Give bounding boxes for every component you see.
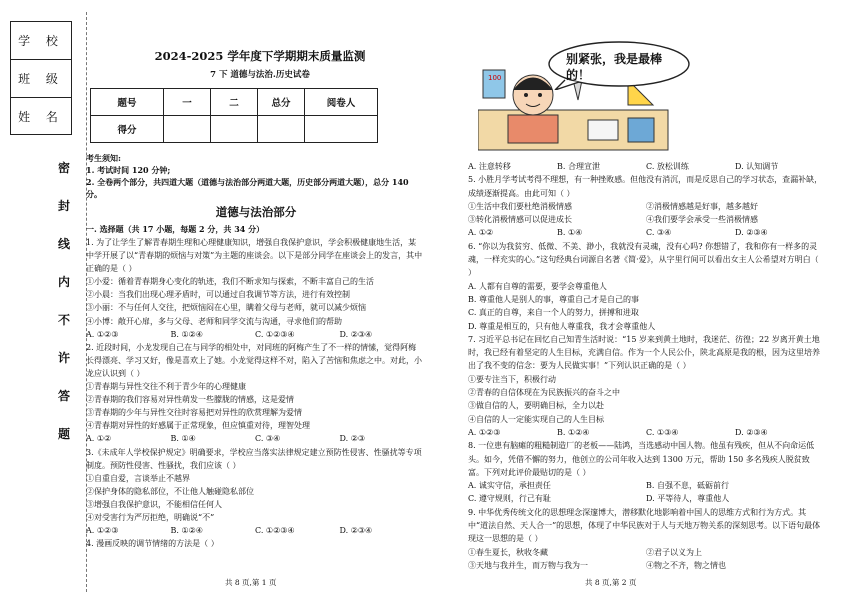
seal-char: 密 bbox=[58, 161, 71, 175]
question-items bbox=[468, 559, 824, 572]
question-item: ④我们要学会承受一些消极情感 bbox=[646, 215, 758, 225]
page-footer-left: 共 8 页,第 1 页 bbox=[225, 578, 277, 587]
answer-option[interactable]: B. 自强不息，砥砺前行 bbox=[646, 481, 729, 491]
seal-char: 不 bbox=[58, 313, 71, 327]
answer-option[interactable]: A. ①②③ bbox=[86, 329, 119, 339]
seal-char: 答 bbox=[58, 389, 71, 403]
page-footer-right: 共 8 页,第 2 页 bbox=[585, 578, 637, 587]
answer-option[interactable]: C. 遵守规则，行己有耻 bbox=[468, 494, 551, 504]
score-input-cell[interactable] bbox=[258, 116, 305, 143]
question-stem: 2. 近段时间，小龙发现自己在与同学的相处中，对同班的阿梅产生了不一样的情愫，觉得阿梅长得漂亮、学习又好，像是喜欢上了她。小龙觉得这样不对，陷入了苦恼和焦虑之中。对此，小龙应认识到（ ） bbox=[86, 342, 422, 378]
answer-options bbox=[468, 426, 824, 439]
answer-option[interactable]: A. ①②③ bbox=[468, 427, 501, 437]
question-item: ③做自信的人，要明确目标，全力以赴 bbox=[468, 401, 604, 411]
answer-option[interactable]: C. 放松训练 bbox=[646, 162, 689, 171]
question-item: ③增强自我保护意识，不能相信任何人 bbox=[86, 499, 222, 509]
question-item: ②消极情感越是好事，越多越好 bbox=[646, 201, 758, 211]
question-item: ②小晨：当我们出现心理矛盾时，可以通过自我调节等方法，进行有效控制 bbox=[86, 290, 350, 300]
question-item: ②君子以义为上 bbox=[646, 547, 702, 557]
answer-option[interactable]: D. 平等待人，尊重他人 bbox=[646, 494, 730, 504]
score-input-cell[interactable] bbox=[305, 116, 378, 143]
score-cell: 一 bbox=[164, 89, 211, 116]
notes-heading: 考生须知: bbox=[86, 153, 121, 163]
student-info-box bbox=[10, 21, 72, 135]
exam-title: 2024-2025 学年度下学期期末质量监测 bbox=[154, 49, 366, 63]
question-item: ①自重自爱，言谈举止不越界 bbox=[86, 473, 190, 483]
answer-option[interactable]: B. ①④ bbox=[170, 434, 196, 444]
question-item: ①生活中我们要杜绝消极情感 bbox=[468, 201, 572, 211]
question-stem: 6. “你以为我贫穷、低微、不美、渺小，我就没有灵魂，没有心吗? 你想错了，我和你有一样多的灵魂，一样充实的心。”这句经典台词源自名著《简·爱》，从字里行间可以看出女主人公希望对方明白（ ） bbox=[468, 241, 819, 278]
answer-option[interactable]: D. ②③④ bbox=[735, 427, 768, 437]
question-item: ③小丽：不与任何人交往，把烦恼闷在心里，瞒着父母与老师，就可以减少烦恼 bbox=[86, 303, 366, 313]
answer-option[interactable]: A. ①② bbox=[468, 228, 494, 238]
answer-option[interactable]: D. ②③ bbox=[339, 434, 366, 444]
question-stem: 9. 中华优秀传统文化的思想理念深邃博大，潜移默化地影响着中国人的思维方式和行为方式。其中“道法自然、天人合一”的思想，体现了中华民族对于人与天地万物关系的深刻思考。以下语句最体现这一思想的是（ ） bbox=[468, 507, 821, 544]
question-stem: 7. 习近平总书记在回忆自己知青生活时说：“15 岁来到黄土地时，我迷茫、彷徨；22 岁离开黄土地时，我已经有着坚定的人生目标，充满自信。作为一个人民公仆，陕北高原是我的根，因为这里培养出了我不变的信念：要为人民做实事！”下列认识正确的是（ ） bbox=[468, 334, 820, 371]
part-title: 道德与法治部分 bbox=[215, 205, 297, 219]
score-input-cell[interactable] bbox=[164, 116, 211, 143]
answer-option[interactable]: A. 注意转移 bbox=[468, 162, 511, 171]
question-stem: 5. 小胜月学考试考得不理想，有一种挫败感。但他没有消沉，而是反思自己的学习状态，查漏补缺，成绩逐渐提高。由此可知（ ） bbox=[468, 175, 823, 198]
seal-warning bbox=[58, 160, 74, 464]
score-cell: 阅卷人 bbox=[305, 89, 378, 116]
svg-text:100: 100 bbox=[488, 74, 502, 82]
question-item: ④小博：敞开心扉，多与父母、老师和同学交流与沟通，寻求他们的帮助 bbox=[86, 316, 342, 326]
score-cell: 二 bbox=[211, 89, 258, 116]
question-items bbox=[468, 546, 824, 559]
score-table-header-row bbox=[91, 89, 378, 116]
question-stem: 4. 漫画反映的调节情绪的方法是（ ） bbox=[86, 539, 219, 549]
score-cell: 总分 bbox=[258, 89, 305, 116]
question-item: ③天地与我并生，而万物与我为一 bbox=[468, 560, 588, 570]
answer-options bbox=[468, 479, 824, 492]
seal-char: 封 bbox=[58, 199, 71, 213]
notes-item: 2. 全卷两个部分，共四道大题（道德与法治部分两道大题，历史部分两道大题），总分 140 分。 bbox=[86, 177, 409, 199]
question-item: ④自信的人一定能实现自己的人生目标 bbox=[468, 414, 604, 424]
question-stem: 1. 为了让学生了解青春期生理和心理健康知识，增强自我保护意识，学会积极健康地生活，某中学开展了以“青春期的烦恼与对策”为主题的座谈会。以下是部分同学在座谈会上的发言，其中正确的是（ ） bbox=[86, 238, 423, 274]
seal-char: 题 bbox=[58, 427, 71, 441]
answer-option[interactable]: C. ①②③④ bbox=[255, 526, 295, 536]
score-table-score-row bbox=[91, 116, 378, 143]
answer-option[interactable]: C. 真正的自尊，来自一个人的努力，拼搏和进取 bbox=[468, 308, 639, 318]
answer-options bbox=[468, 492, 824, 505]
right-question-column bbox=[468, 160, 824, 572]
name-field[interactable]: 姓 名 bbox=[18, 110, 64, 124]
question-items bbox=[468, 200, 824, 213]
answer-option[interactable]: D. 尊重是相互的，只有他人尊重我，我才会尊重他人 bbox=[468, 321, 656, 331]
question-item: ①小爱：循着青春期身心变化的轨迹，我们不断求知与探索，不断丰富自己的生活 bbox=[86, 277, 374, 287]
answer-option[interactable]: D. ②③④ bbox=[339, 526, 373, 536]
answer-options bbox=[86, 432, 424, 445]
answer-option[interactable]: A. ①② bbox=[86, 434, 112, 444]
answer-options bbox=[86, 524, 424, 537]
answer-option[interactable]: A. 诚实守信，承担责任 bbox=[468, 481, 551, 491]
answer-option[interactable]: A. ①②③ bbox=[86, 526, 119, 536]
seal-char: 线 bbox=[58, 237, 71, 251]
answer-option[interactable]: D. ②③④ bbox=[735, 228, 768, 238]
seal-char: 许 bbox=[58, 351, 71, 365]
answer-option[interactable]: B. ①②④ bbox=[170, 526, 203, 536]
question-item: ③转化消极情感可以促进成长 bbox=[468, 215, 572, 225]
question-item: ①要专注当下，积极行动 bbox=[468, 374, 556, 384]
score-cell: 得分 bbox=[91, 116, 164, 143]
seal-char: 内 bbox=[58, 275, 71, 289]
question-item: ④物之不齐，物之情也 bbox=[646, 560, 726, 570]
question-item: ④青春期对异性的好感属于正常现象，但应慎重对待，理智处理 bbox=[86, 421, 310, 431]
answer-option[interactable]: C. ①③④ bbox=[646, 427, 679, 437]
answer-options bbox=[468, 226, 824, 239]
question-item: ③青春期的少年与异性交往时容易把对异性的欣赏理解为爱情 bbox=[86, 408, 302, 418]
question-items bbox=[468, 213, 824, 226]
answer-options bbox=[86, 328, 424, 341]
exam-subtitle: 7 下 道德与法治.历史试卷 bbox=[210, 70, 310, 80]
question-item: ②青春的自信体现在为民族振兴的奋斗之中 bbox=[468, 388, 620, 398]
school-field[interactable]: 学 校 bbox=[11, 22, 71, 60]
question-item: ④对受害行为严厉拒绝，明确说“不” bbox=[86, 512, 215, 522]
answer-option[interactable]: B. 尊重他人是别人的事，尊重自己才是自己的事 bbox=[468, 294, 639, 304]
answer-option[interactable]: B. 合理宣泄 bbox=[557, 162, 600, 171]
score-table bbox=[90, 88, 378, 143]
class-field[interactable]: 班 级 bbox=[11, 60, 71, 98]
notes-item: 1. 考试时间 120 分钟; bbox=[86, 165, 171, 175]
score-cell: 题号 bbox=[91, 89, 164, 116]
answer-option[interactable]: C. ③④ bbox=[646, 228, 672, 238]
question-item: ②保护身体的隐私部位，不让他人触碰隐私部位 bbox=[86, 486, 254, 496]
speech-bubble-text: 别紧张，我是最棒的！ bbox=[566, 52, 663, 82]
question-stem: 8. 一位患有脑瘫的粗糙制造厂的老板——陆鸿，当选感动中国人物。他虽有残疾，但从不向命运低头。如今，凭借不懈的努力，他创立的公司年收入达到 1300 万元，帮助 150 多名残疾人脱贫致富。下列对此评价最贴切的是（ ） bbox=[468, 441, 815, 477]
answer-options bbox=[468, 160, 824, 173]
answer-option[interactable]: D. ②③④ bbox=[339, 329, 373, 339]
question-item: ②青春期的我们容易对异性萌发一些朦胧的情感，这是爱情 bbox=[86, 395, 294, 405]
answer-option[interactable]: A. 人都有自尊的需要，要学会尊重他人 bbox=[468, 281, 607, 291]
question-item: ①青春期与异性交往不利于青少年的心理健康 bbox=[86, 382, 246, 392]
answer-option[interactable]: B. ①④ bbox=[557, 228, 583, 238]
score-input-cell[interactable] bbox=[211, 116, 258, 143]
answer-option[interactable]: B. ①②④ bbox=[557, 427, 590, 437]
question-stem: 3.《未成年人学校保护规定》明确要求，学校应当落实法律规定建立预防性侵害、性骚扰等专项制度。预防性侵害、性骚扰，我们应该（ ） bbox=[86, 447, 422, 470]
question-item: ①春生夏长，秋收冬藏 bbox=[468, 547, 548, 557]
exam-notes bbox=[86, 152, 426, 200]
answer-option[interactable]: C. ③④ bbox=[255, 434, 281, 444]
answer-option[interactable]: B. ①②④ bbox=[170, 329, 203, 339]
section-title: 一. 选择题（共 17 小题，每题 2 分，共 34 分） bbox=[86, 224, 265, 234]
left-question-column bbox=[86, 236, 424, 550]
answer-option[interactable]: D. 认知调节 bbox=[735, 162, 779, 171]
answer-option[interactable]: C. ①②③④ bbox=[255, 329, 295, 339]
